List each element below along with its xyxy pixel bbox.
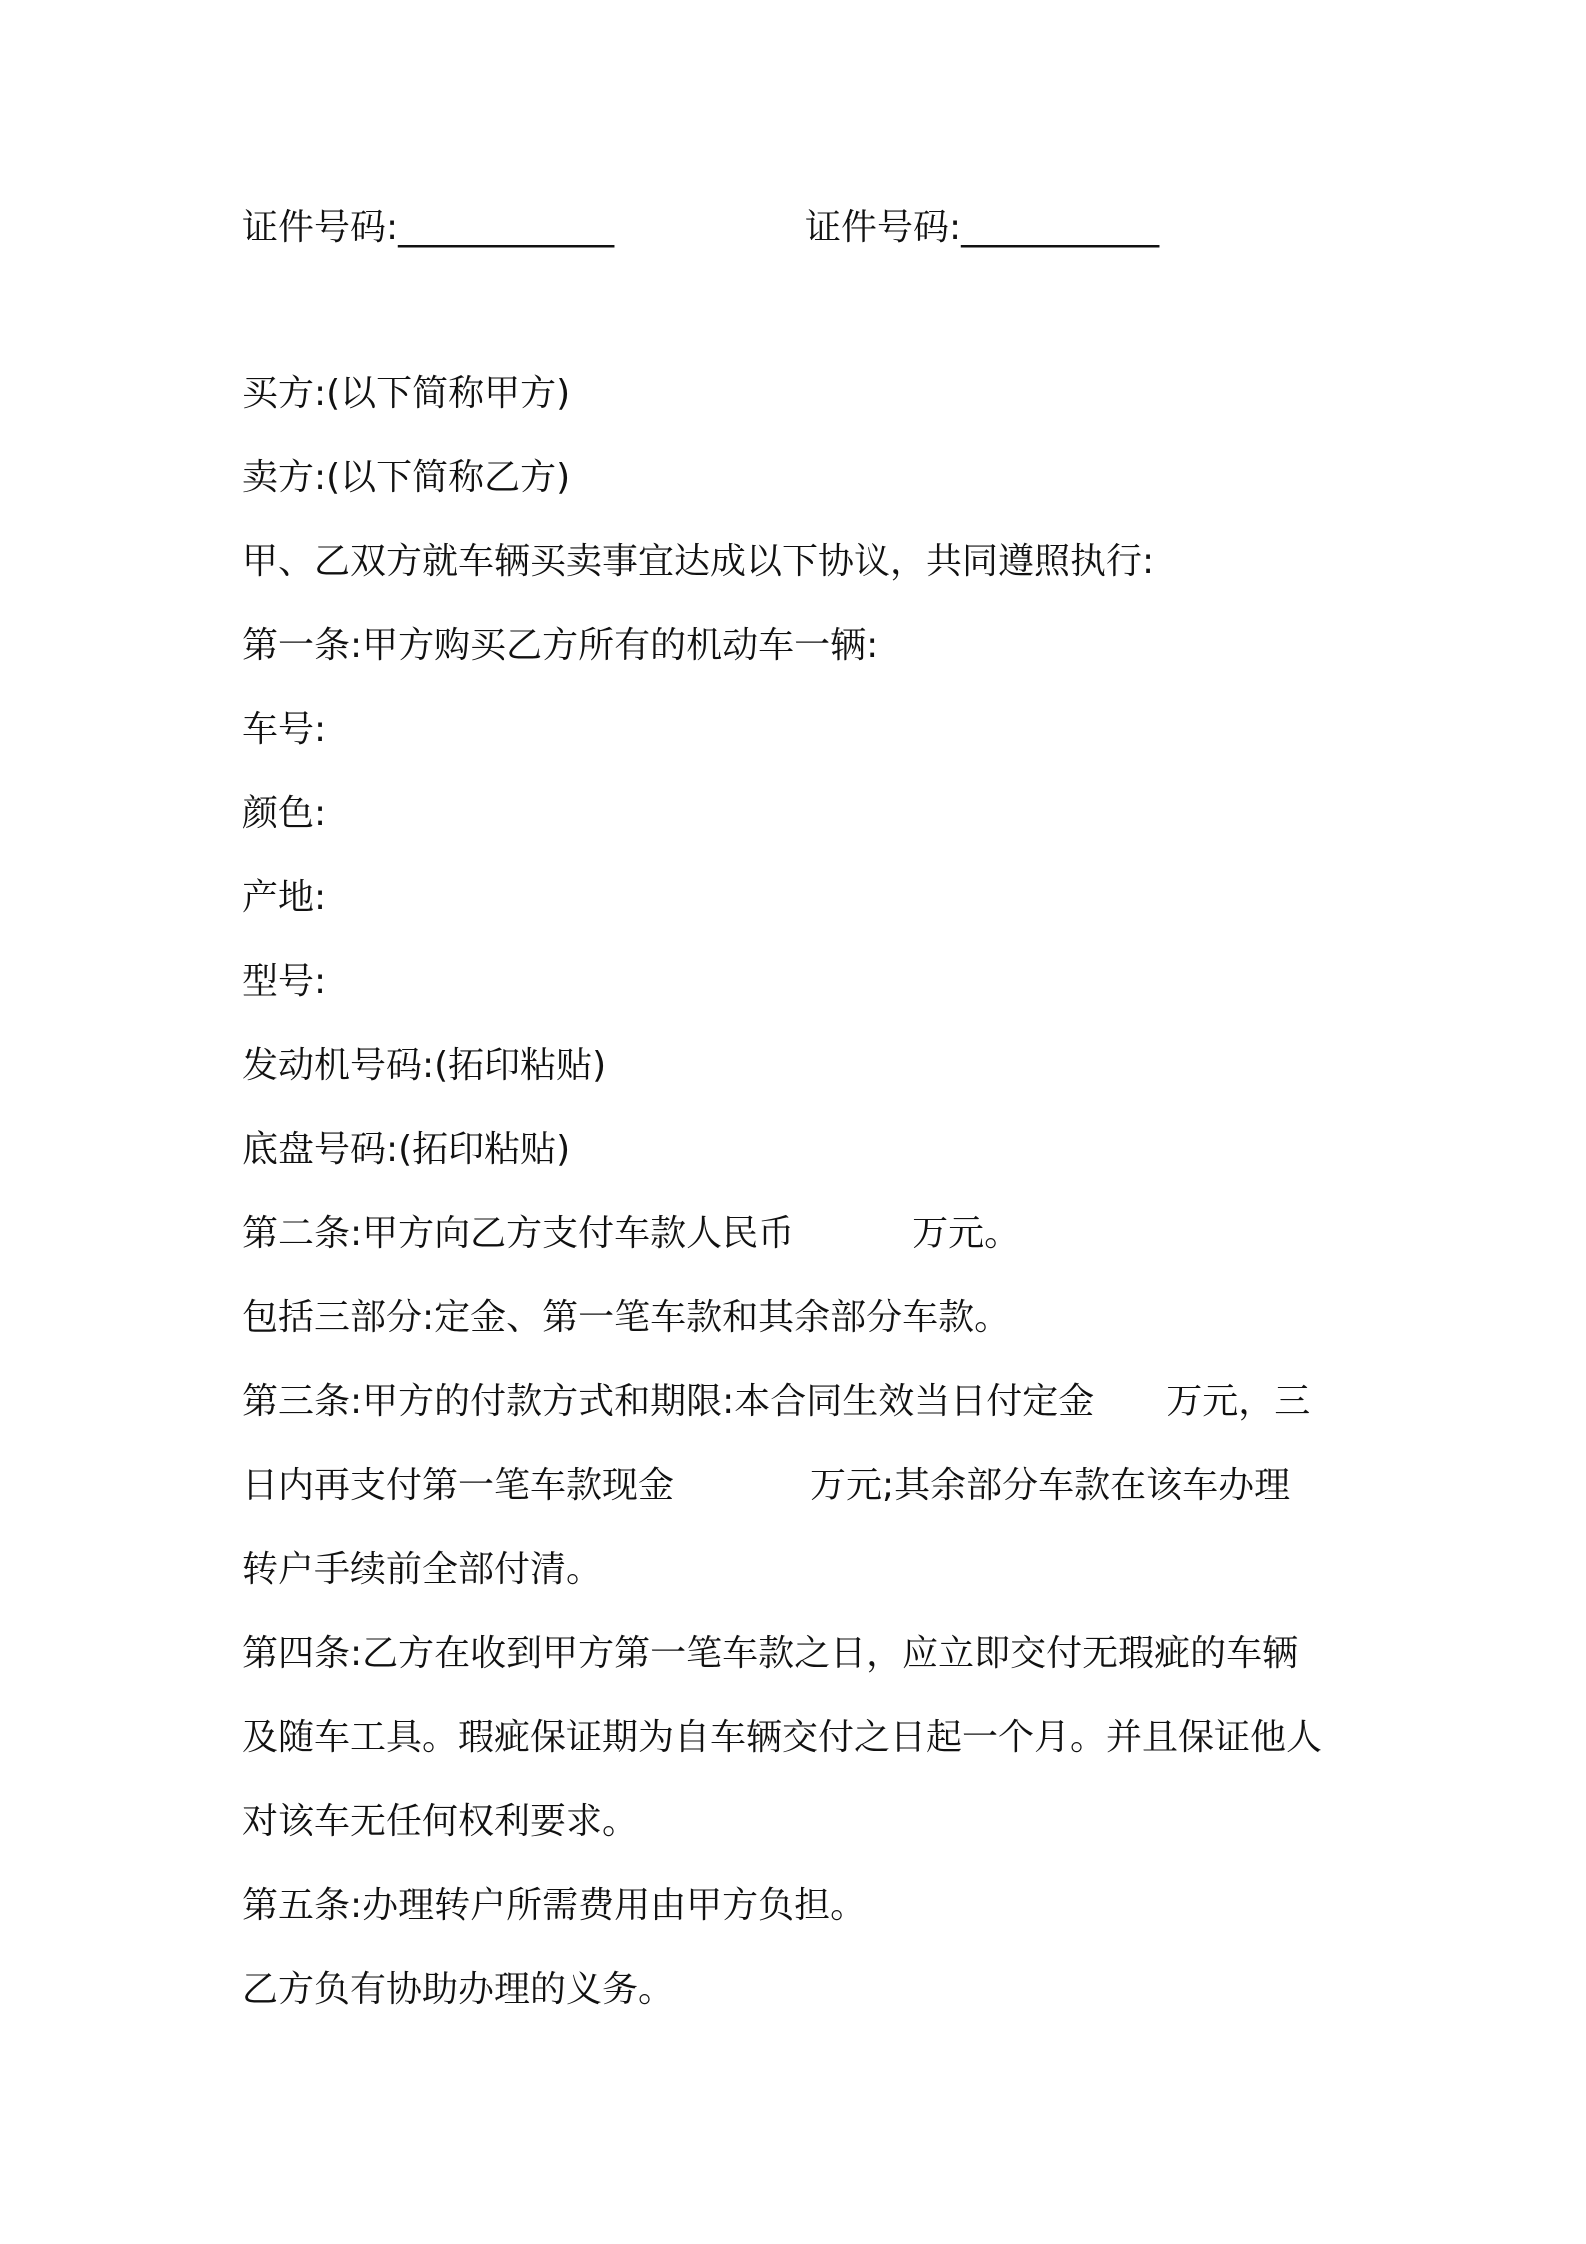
vehicle-color-field: 颜色: bbox=[242, 793, 327, 834]
article-4-line-3: 对该车无任何权利要求。 bbox=[242, 1801, 639, 1842]
chassis-number-field: 底盘号码:(拓印粘贴) bbox=[242, 1129, 571, 1170]
agreement-intro: 甲、乙双方就车辆买卖事宜达成以下协议，共同遵照执行: bbox=[242, 541, 1155, 582]
seller-line: 卖方:(以下简称乙方) bbox=[242, 457, 571, 498]
id-number-row bbox=[242, 204, 1342, 252]
article-1: 第一条:甲方购买乙方所有的机动车一辆: bbox=[242, 625, 879, 666]
article-3-line-1 bbox=[242, 1378, 1310, 1426]
seller-id-number-field: 证件号码:___________ bbox=[805, 207, 1160, 248]
article-3-line-3: 转户手续前全部付清。 bbox=[242, 1549, 603, 1590]
article-3-text-b: 万元，三 bbox=[1166, 1381, 1311, 1422]
article-4-line-1: 第四条:乙方在收到甲方第一笔车款之日，应立即交付无瑕疵的车辆 bbox=[242, 1633, 1299, 1674]
article-4-line-2: 及随车工具。瑕疵保证期为自车辆交付之日起一个月。并且保证他人 bbox=[242, 1717, 1323, 1758]
closing-line: 乙方负有协助办理的义务。 bbox=[242, 1969, 675, 2010]
article-2 bbox=[242, 1210, 1020, 1258]
article-2-text: 第二条:甲方向乙方支付车款人民币 bbox=[242, 1213, 795, 1254]
article-3-text-d: 万元;其余部分车款在该车办理 bbox=[810, 1465, 1291, 1506]
article-3-text-c: 日内再支付第一笔车款现金 bbox=[242, 1465, 675, 1506]
vehicle-model-field: 型号: bbox=[242, 961, 327, 1002]
engine-number-field: 发动机号码:(拓印粘贴) bbox=[242, 1045, 607, 1086]
article-3-text-a: 第三条:甲方的付款方式和期限:本合同生效当日付定金 bbox=[242, 1381, 1095, 1422]
article-5: 第五条:办理转户所需费用由甲方负担。 bbox=[242, 1885, 867, 1926]
vehicle-origin-field: 产地: bbox=[242, 877, 327, 918]
article-3-line-2 bbox=[242, 1462, 1290, 1510]
buyer-id-number-field: 证件号码:____________ bbox=[242, 207, 615, 248]
article-2-note: 包括三部分:定金、第一笔车款和其余部分车款。 bbox=[242, 1297, 1011, 1338]
buyer-line: 买方:(以下简称甲方) bbox=[242, 373, 571, 414]
article-2-unit: 万元。 bbox=[912, 1213, 1021, 1254]
vehicle-plate-field: 车号: bbox=[242, 709, 327, 750]
